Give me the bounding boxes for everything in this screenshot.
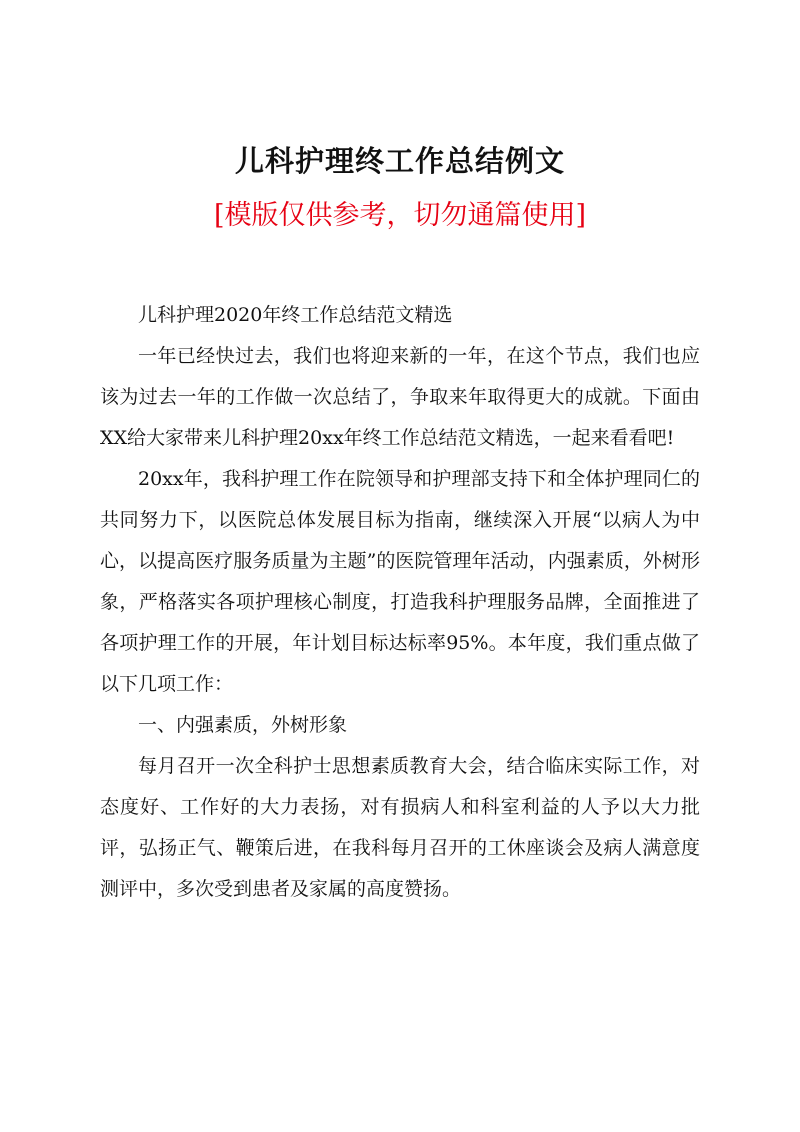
template-notice: [模版仅供参考，切勿通篇使用] bbox=[213, 200, 587, 231]
article-heading: 儿科护理2020年终工作总结范文精选 bbox=[138, 304, 453, 326]
section-heading: 一、内强素质，外树形象 bbox=[138, 714, 348, 736]
intro-paragraph: 一年已经快过去，我们也将迎来新的一年，在这个节点，我们也应该为过去一年的工作做一次总结了，争取来年取得更大的成就。下面由XX给大家带来儿科护理20xx年终工作总结范文精选，一起来看看吧! bbox=[100, 345, 700, 449]
summary-paragraph: 20xx年，我科护理工作在院领导和护理部支持下和全体护理同仁的共同努力下，以医院总体发展目标为指南，继续深入开展“以病人为中心，以提高医疗服务质量为主题”的医院管理年活动，内强素质，外树形象，严格落实各项护理核心制度，打造我科护理服务品牌，全面推进了各项护理工作的开展，年计划目标达标率95%。本年度，我们重点做了以下几项工作： bbox=[100, 468, 700, 695]
document-title: 儿科护理终工作总结例文 bbox=[234, 144, 565, 178]
document-body bbox=[100, 295, 700, 910]
section-paragraph: 每月召开一次全科护士思想素质教育大会，结合临床实际工作，对态度好、工作好的大力表扬，对有损病人和科室利益的人予以大力批评，弘扬正气、鞭策后进，在我科每月召开的工休座谈会及病人满意度测评中，多次受到患者及家属的高度赞扬。 bbox=[100, 755, 700, 900]
